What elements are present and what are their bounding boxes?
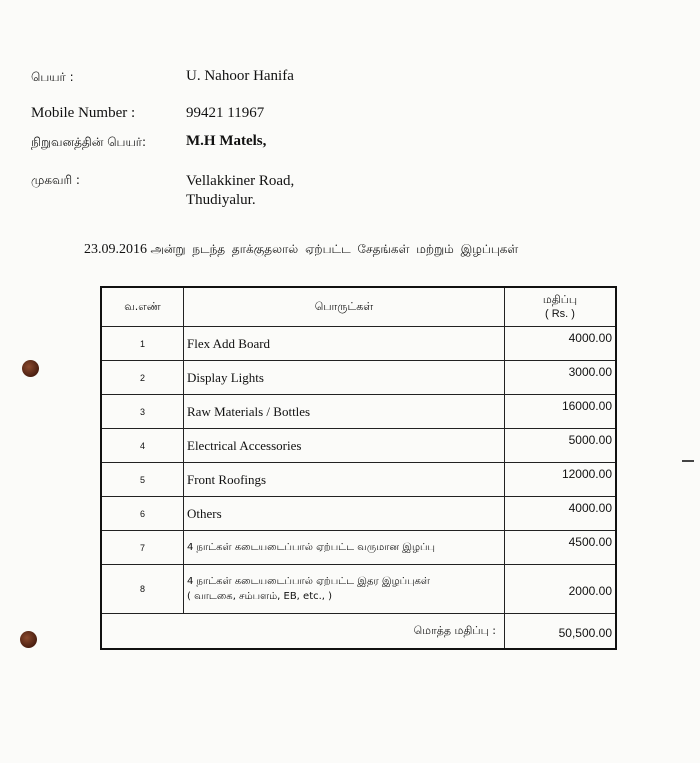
table-header bbox=[101, 287, 616, 327]
company-label: நிறுவனத்தின் பெயர்: bbox=[31, 135, 147, 149]
row-amount: 16000.00 bbox=[505, 395, 617, 429]
row-item: Raw Materials / Bottles bbox=[184, 395, 505, 429]
row-item: Display Lights bbox=[184, 361, 505, 395]
table-row bbox=[101, 463, 616, 497]
company-value: M.H Matels, bbox=[186, 133, 267, 149]
table-row bbox=[101, 327, 616, 361]
row-no: 3 bbox=[101, 395, 184, 429]
table-row bbox=[101, 531, 616, 565]
row-amount: 5000.00 bbox=[505, 429, 617, 463]
row-item: 4 நாட்கள் கடையடைப்பால் ஏற்பட்ட வருமான இழப்பு bbox=[184, 531, 505, 565]
heading-date: 23.09.2016 bbox=[84, 242, 147, 257]
row-item: Flex Add Board bbox=[184, 327, 505, 361]
row-item: Electrical Accessories bbox=[184, 429, 505, 463]
row-amount: 4000.00 bbox=[505, 327, 617, 361]
row-no: 2 bbox=[101, 361, 184, 395]
heading-text: அன்று நடந்த தாக்குதலால் ஏற்பட்ட சேதங்கள் மற்றும் இழப்புகள் bbox=[150, 242, 519, 256]
table-row bbox=[101, 361, 616, 395]
total-row bbox=[101, 614, 616, 650]
row-amount: 3000.00 bbox=[505, 361, 617, 395]
total-amount: 50,500.00 bbox=[505, 614, 617, 650]
table-row bbox=[101, 497, 616, 531]
row-item bbox=[184, 565, 505, 614]
heading bbox=[84, 242, 518, 258]
table-row bbox=[101, 395, 616, 429]
col-value-line2: ( Rs. ) bbox=[545, 308, 575, 320]
punch-hole-top bbox=[22, 360, 39, 377]
row-item-line2: ( வாடகை, சம்பளம், EB, etc., ) bbox=[187, 591, 333, 602]
row-item-line1: 4 நாட்கள் கடையடைப்பால் ஏற்பட்ட இதர இழப்புகள் bbox=[187, 576, 430, 587]
row-no: 7 bbox=[101, 531, 184, 565]
name-label: பெயர் : bbox=[31, 70, 74, 84]
col-item-header: பொருட்கள் bbox=[184, 287, 505, 327]
row-amount: 4000.00 bbox=[505, 497, 617, 531]
total-label: மொத்த மதிப்பு : bbox=[101, 614, 505, 650]
row-item: Others bbox=[184, 497, 505, 531]
address-line2: Thudiyalur. bbox=[186, 192, 256, 208]
row-no: 5 bbox=[101, 463, 184, 497]
col-value-line1: மதிப்பு bbox=[542, 293, 578, 306]
address-label: முகவரி : bbox=[31, 173, 80, 187]
row-item: Front Roofings bbox=[184, 463, 505, 497]
table-row bbox=[101, 429, 616, 463]
row-no: 6 bbox=[101, 497, 184, 531]
name-value: U. Nahoor Hanifa bbox=[186, 68, 294, 84]
col-value-header bbox=[505, 287, 617, 327]
address-line1: Vellakkiner Road, bbox=[186, 173, 295, 189]
row-no: 1 bbox=[101, 327, 184, 361]
col-no-header: வ.எண் bbox=[101, 287, 184, 327]
mobile-value: 99421 11967 bbox=[186, 105, 265, 121]
row-amount: 2000.00 bbox=[505, 565, 617, 614]
punch-hole-bottom bbox=[20, 631, 37, 648]
row-no: 4 bbox=[101, 429, 184, 463]
row-amount: 4500.00 bbox=[505, 531, 617, 565]
table-row bbox=[101, 565, 616, 614]
row-amount: 12000.00 bbox=[505, 463, 617, 497]
mobile-label: Mobile Number : bbox=[31, 105, 136, 121]
edge-mark bbox=[682, 460, 694, 462]
damages-table bbox=[100, 286, 617, 650]
row-no: 8 bbox=[101, 565, 184, 614]
